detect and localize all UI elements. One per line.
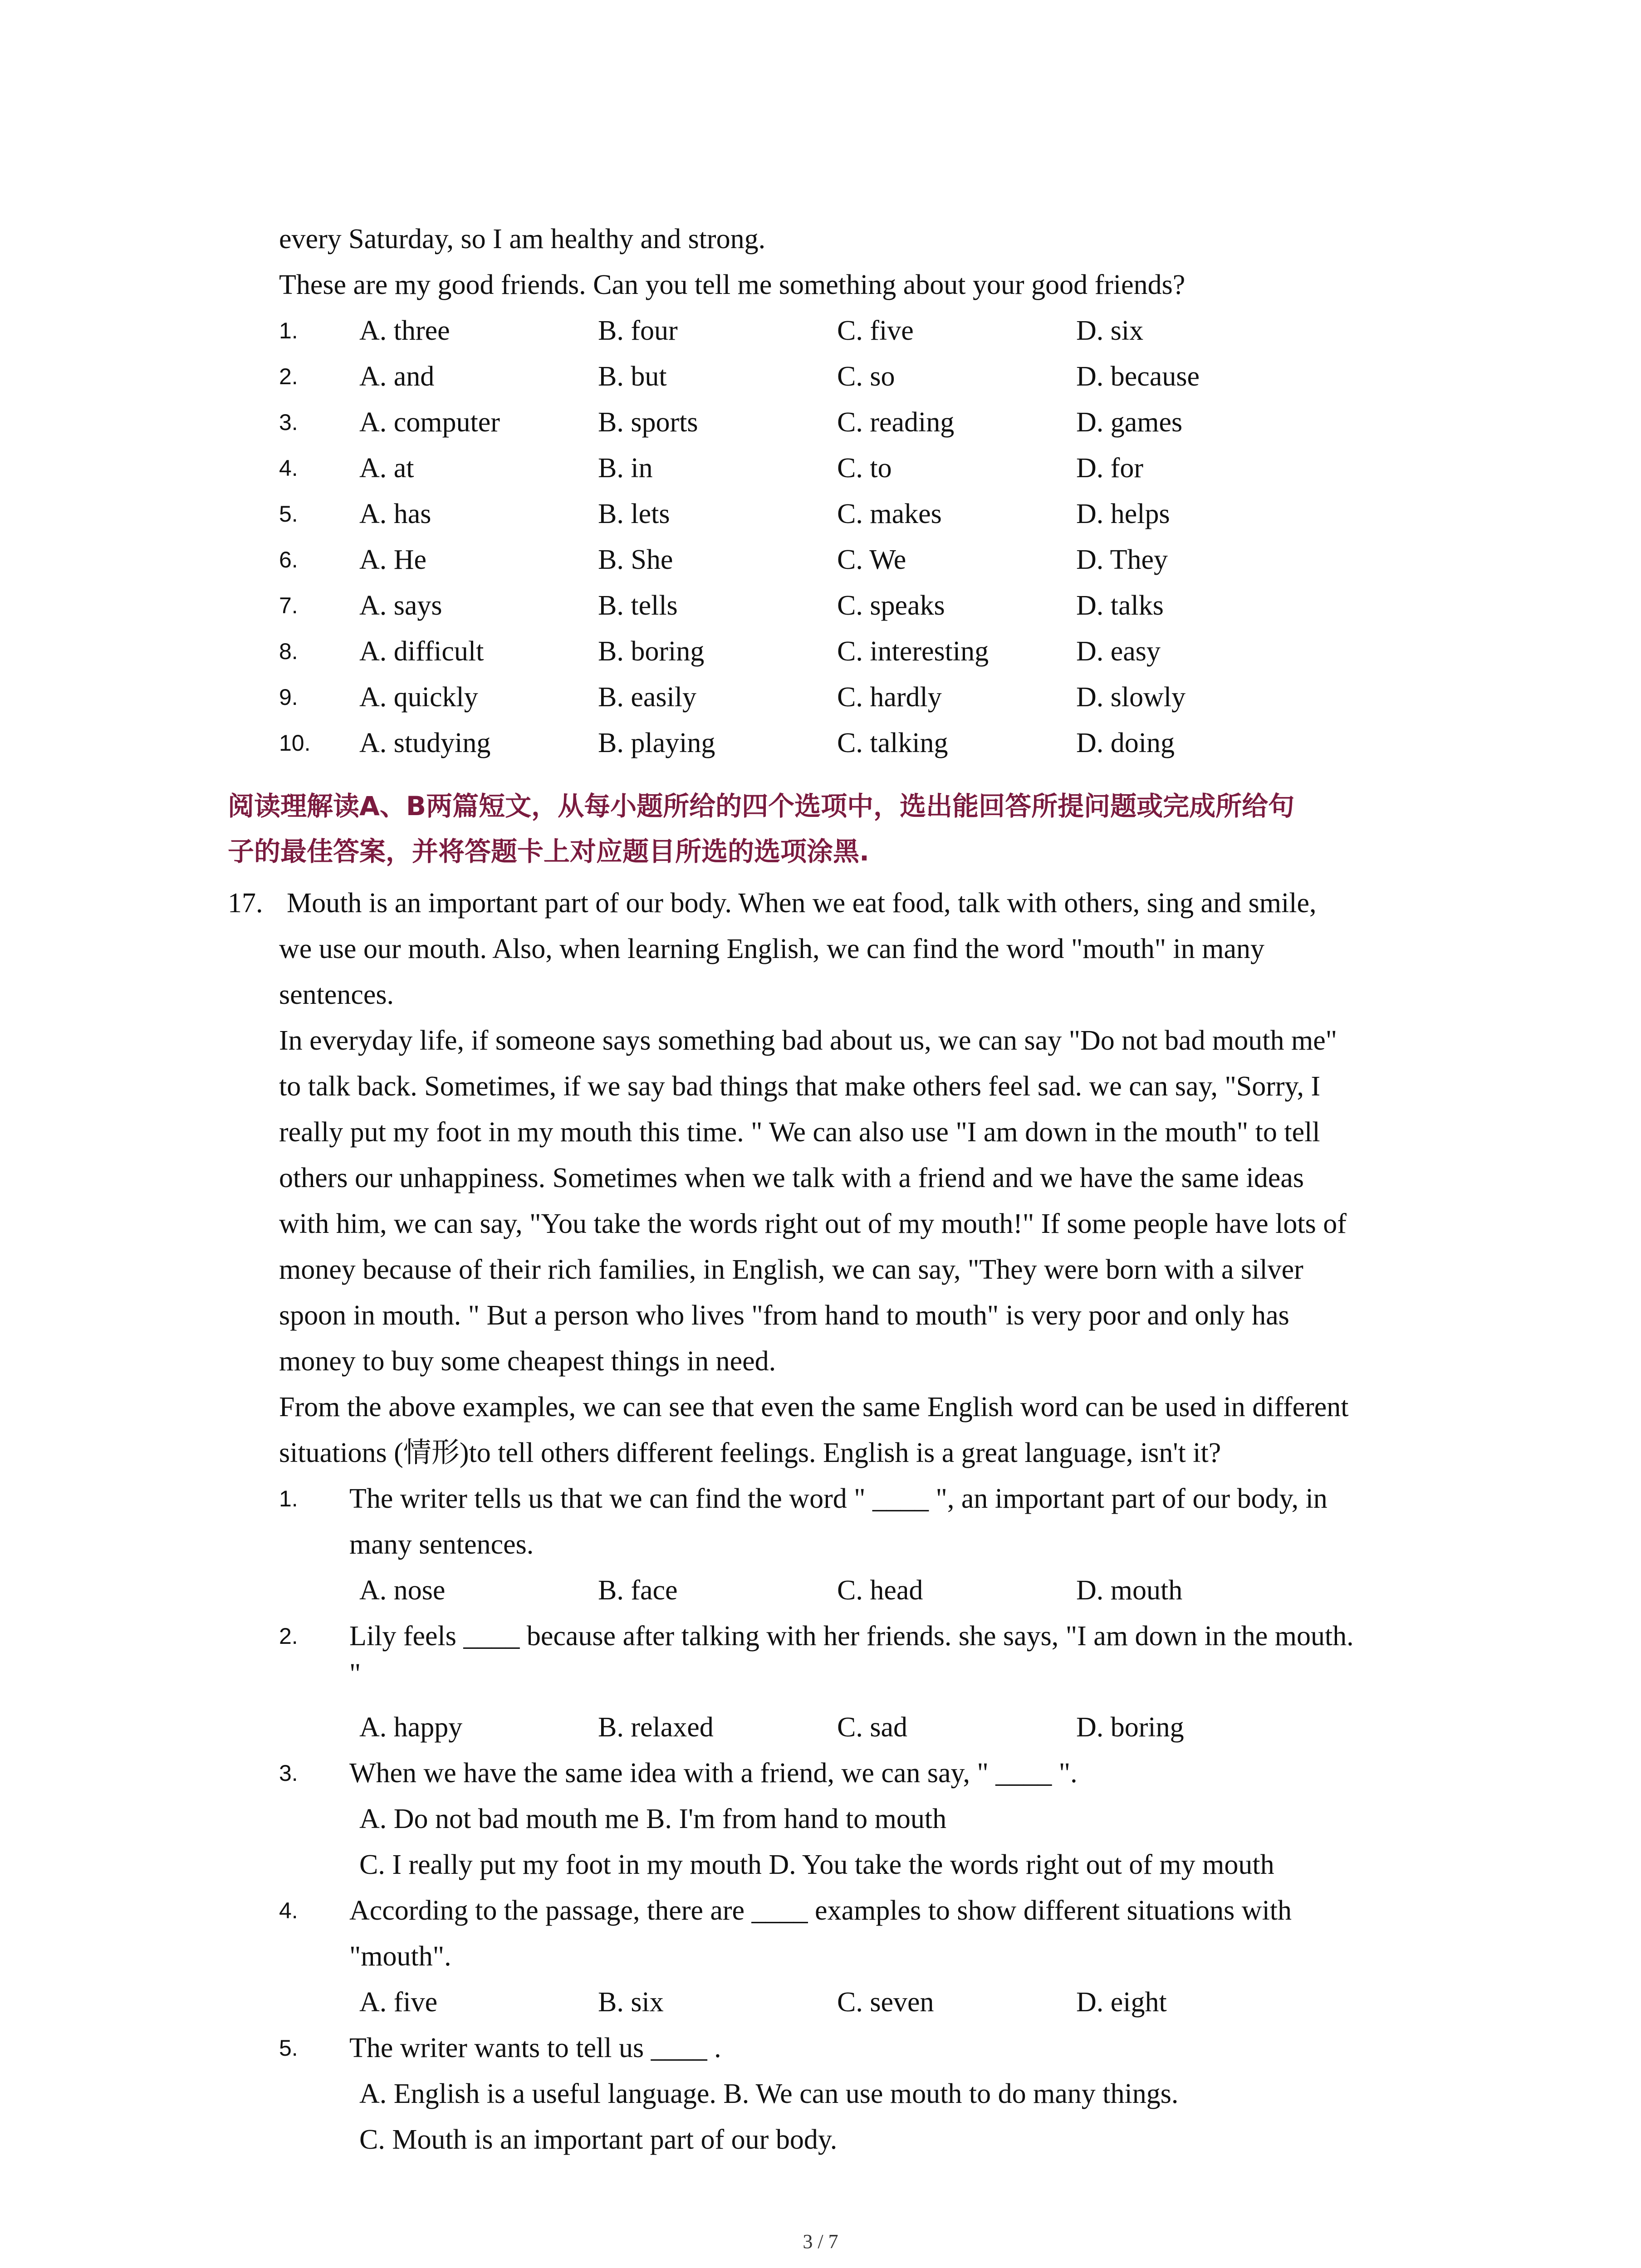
option-d: D. talks (1076, 590, 1164, 621)
option-a: A. computer (359, 407, 500, 438)
question-number: 4. (279, 455, 298, 481)
question-number: 4. (279, 1898, 298, 1923)
question-text: When we have the same idea with a friend, we can say, " ____ ". (349, 1758, 1078, 1789)
passage-line: spoon in mouth. " But a person who lives "from hand to mouth" is very poor and only has (279, 1300, 1289, 1331)
option-c: C. sad (837, 1712, 907, 1743)
option-c: C. talking (837, 728, 948, 758)
option-d: D. doing (1076, 728, 1175, 758)
option-c: C. hardly (837, 682, 942, 713)
passage-line: situations (情形)to tell others different feelings. English is a great language, isn't it? (279, 1437, 1221, 1468)
passage-line: with him, we can say, "You take the words right out of my mouth!" If some people have lots of (279, 1208, 1347, 1239)
question-text: "mouth". (349, 1941, 451, 1972)
passage-line: really put my foot in my mouth this time. " We can also use "I am down in the mouth" to tell (279, 1117, 1320, 1148)
question-number: 2. (279, 1623, 298, 1649)
question-number: 1. (279, 318, 298, 343)
option-b: B. sports (598, 407, 698, 438)
option-a: A. five (359, 1987, 438, 2018)
option-d: D. for (1076, 453, 1144, 484)
page-number: 3 / 7 (803, 2230, 838, 2253)
option-d: D. easy (1076, 636, 1161, 667)
option-d: D. games (1076, 407, 1183, 438)
section-heading: 阅读理解读A、B两篇短文，从每小题所给的四个选项中，选出能回答所提问题或完成所给句 (228, 791, 1295, 821)
option-c: C. so (837, 361, 895, 392)
option-a: A. He (359, 544, 427, 575)
option-d: D. helps (1076, 499, 1170, 529)
option-d: D. mouth (1076, 1575, 1183, 1606)
option-a: A. at (359, 453, 414, 484)
option-d: D. boring (1076, 1712, 1184, 1743)
option-c: C. head (837, 1575, 923, 1606)
question-text: " (349, 1658, 361, 1689)
option-line: C. I really put my foot in my mouth D. You take the words right out of my mouth (359, 1849, 1274, 1880)
passage-line: Mouth is an important part of our body. When we eat food, talk with others, sing and smile, (287, 888, 1317, 919)
section-heading: 子的最佳答案，并将答题卡上对应题目所选的选项涂黑. (228, 836, 870, 867)
passage-line: In everyday life, if someone says something bad about us, we can say "Do not bad mouth me" (279, 1025, 1337, 1056)
option-a: A. says (359, 590, 442, 621)
option-a: A. and (359, 361, 435, 392)
intro-line: These are my good friends. Can you tell me something about your good friends? (279, 269, 1185, 300)
option-line: A. English is a useful language. B. We can use mouth to do many things. (359, 2078, 1179, 2109)
option-b: B. She (598, 544, 673, 575)
option-d: D. They (1076, 544, 1168, 575)
option-a: A. happy (359, 1712, 463, 1743)
passage-line: others our unhappiness. Sometimes when we talk with a friend and we have the same ideas (279, 1163, 1304, 1193)
option-d: D. six (1076, 315, 1144, 346)
question-number: 5. (279, 501, 298, 527)
question-number: 6. (279, 547, 298, 572)
option-a: A. nose (359, 1575, 446, 1606)
option-b: B. relaxed (598, 1712, 714, 1743)
question-text: The writer wants to tell us ____ . (349, 2033, 721, 2063)
option-c: C. to (837, 453, 892, 484)
option-b: B. tells (598, 590, 678, 621)
option-a: A. studying (359, 728, 491, 758)
option-b: B. six (598, 1987, 664, 2018)
option-a: A. three (359, 315, 450, 346)
passage-number: 17. (228, 888, 263, 919)
option-c: C. five (837, 315, 914, 346)
option-c: C. We (837, 544, 906, 575)
question-number: 1. (279, 1486, 298, 1511)
option-line: A. Do not bad mouth me B. I'm from hand to mouth (359, 1804, 947, 1834)
option-a: A. has (359, 499, 431, 529)
option-b: B. boring (598, 636, 705, 667)
option-a: A. difficult (359, 636, 484, 667)
option-c: C. speaks (837, 590, 945, 621)
question-text: many sentences. (349, 1529, 534, 1560)
question-number: 8. (279, 639, 298, 664)
passage-line: we use our mouth. Also, when learning English, we can find the word "mouth" in many (279, 934, 1265, 964)
question-number: 9. (279, 684, 298, 710)
question-text: According to the passage, there are ____ examples to show different situations with (349, 1895, 1292, 1926)
option-d: D. slowly (1076, 682, 1186, 713)
option-c: C. reading (837, 407, 955, 438)
question-number: 7. (279, 593, 298, 618)
option-c: C. makes (837, 499, 942, 529)
option-d: D. because (1076, 361, 1200, 392)
passage-line: to talk back. Sometimes, if we say bad things that make others feel sad. we can say, "Sorry, I (279, 1071, 1321, 1102)
question-number: 5. (279, 2035, 298, 2061)
question-number: 2. (279, 364, 298, 389)
option-b: B. playing (598, 728, 715, 758)
passage-line: money to buy some cheapest things in need. (279, 1346, 776, 1377)
option-line: C. Mouth is an important part of our body. (359, 2124, 838, 2155)
intro-line: every Saturday, so I am healthy and strong. (279, 224, 766, 254)
question-text: Lily feels ____ because after talking with her friends. she says, "I am down in the mouth. (349, 1621, 1354, 1652)
option-b: B. but (598, 361, 667, 392)
option-b: B. lets (598, 499, 670, 529)
option-b: B. four (598, 315, 678, 346)
option-c: C. interesting (837, 636, 989, 667)
question-number: 3. (279, 1760, 298, 1786)
question-number: 10. (279, 730, 311, 756)
option-a: A. quickly (359, 682, 478, 713)
question-text: The writer tells us that we can find the word " ____ ", an important part of our body, in (349, 1483, 1327, 1514)
option-d: D. eight (1076, 1987, 1167, 2018)
option-b: B. face (598, 1575, 678, 1606)
option-b: B. in (598, 453, 653, 484)
question-number: 3. (279, 410, 298, 435)
passage-line: money because of their rich families, in English, we can say, "They were born with a silver (279, 1254, 1303, 1285)
passage-line: From the above examples, we can see that even the same English word can be used in different (279, 1392, 1349, 1422)
option-c: C. seven (837, 1987, 934, 2018)
option-b: B. easily (598, 682, 696, 713)
passage-line: sentences. (279, 979, 394, 1010)
